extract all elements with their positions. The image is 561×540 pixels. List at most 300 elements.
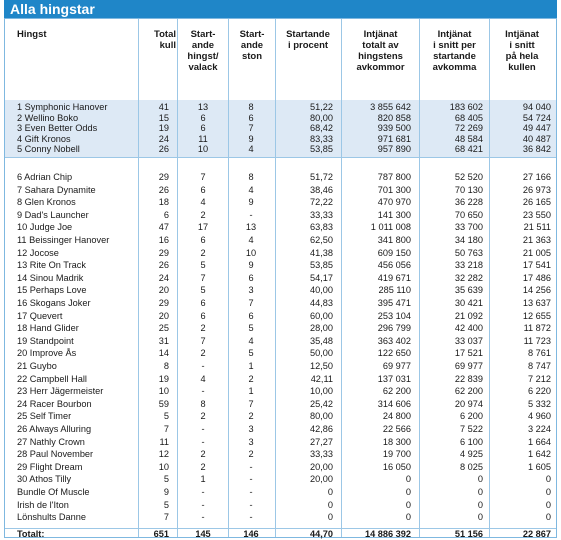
cell-startande-ston: 7 bbox=[248, 398, 254, 409]
cell-startande-procent: 51,22 bbox=[310, 102, 333, 112]
cell-hingst: 12 Jocose bbox=[17, 247, 59, 258]
cell-startande-procent: 10,00 bbox=[310, 386, 333, 397]
cell-total-kull: 19 bbox=[158, 373, 169, 384]
cell-startande-ston: 2 bbox=[248, 449, 254, 460]
cell-hingst: 11 Beissinger Hanover bbox=[17, 235, 110, 245]
cell-intjanat-totalt: 957 890 bbox=[377, 144, 411, 155]
cell-hingst: 4 Gift Kronos bbox=[17, 133, 71, 144]
cell-startande-hingst: 5 bbox=[200, 285, 206, 296]
cell-startande-procent: 0 bbox=[327, 512, 333, 523]
cell-hingst: 15 Perhaps Love bbox=[17, 285, 87, 296]
table-row bbox=[5, 197, 556, 208]
cell-intjanat-snitt-startande: 32 282 bbox=[454, 272, 483, 283]
table-row bbox=[5, 134, 556, 145]
cell-startande-ston: - bbox=[249, 487, 253, 497]
cell-startande-ston: 9 bbox=[248, 133, 254, 144]
table-row bbox=[5, 144, 556, 155]
cell-intjanat-snitt-startande: 68 405 bbox=[454, 112, 483, 123]
table-row bbox=[5, 449, 556, 460]
cell-hingst: 22 Campbell Hall bbox=[17, 373, 87, 384]
cell-total-kull: 19 bbox=[158, 123, 169, 134]
cell-startande-ston: 2 bbox=[248, 411, 254, 422]
cell-intjanat-totalt: 16 050 bbox=[382, 461, 411, 472]
cell-startande-ston: 8 bbox=[248, 102, 254, 112]
cell-intjanat-snitt-kullen: 21 005 bbox=[522, 247, 551, 258]
cell-startande-procent: 12,50 bbox=[310, 361, 333, 371]
cell-startande-hingst: 4 bbox=[200, 373, 206, 384]
cell-intjanat-totalt: 137 031 bbox=[377, 373, 411, 384]
cell-startande-ston: 3 bbox=[248, 436, 254, 447]
cell-intjanat-totalt: 419 671 bbox=[377, 272, 411, 283]
header-hingst: Hingst bbox=[17, 29, 47, 40]
table-row bbox=[5, 102, 556, 113]
cell-startande-procent: 54,17 bbox=[310, 272, 333, 283]
table-row bbox=[5, 361, 556, 372]
cell-startande-ston: 8 bbox=[248, 172, 254, 182]
cell-hingst: 10 Judge Joe bbox=[17, 222, 73, 233]
cell-intjanat-snitt-kullen: 0 bbox=[545, 474, 551, 485]
cell-startande-hingst: - bbox=[201, 512, 205, 523]
cell-intjanat-snitt-kullen: 1 605 bbox=[528, 461, 551, 472]
cell-intjanat-snitt-kullen: 22 867 bbox=[522, 529, 551, 539]
cell-intjanat-snitt-kullen: 17 541 bbox=[522, 260, 551, 271]
table-row bbox=[5, 113, 556, 124]
cell-startande-hingst: - bbox=[201, 436, 205, 447]
cell-intjanat-snitt-startande: 69 977 bbox=[454, 361, 483, 371]
cell-startande-hingst: 2 bbox=[200, 247, 206, 258]
cell-intjanat-totalt: 14 886 392 bbox=[365, 529, 411, 539]
cell-startande-ston: 6 bbox=[248, 310, 254, 321]
cell-startande-procent: 62,50 bbox=[310, 235, 333, 245]
cell-startande-procent: 27,27 bbox=[310, 436, 333, 447]
cell-intjanat-snitt-kullen: 5 332 bbox=[528, 398, 551, 409]
cell-intjanat-snitt-kullen: 13 637 bbox=[522, 298, 551, 308]
cell-total-kull: 41 bbox=[158, 102, 169, 112]
table-row bbox=[5, 260, 556, 271]
cell-intjanat-totalt: 341 800 bbox=[377, 235, 411, 245]
cell-startande-procent: 33,33 bbox=[310, 209, 333, 220]
cell-startande-procent: 33,33 bbox=[310, 449, 333, 460]
cell-intjanat-snitt-startande: 4 925 bbox=[460, 449, 483, 460]
divider bbox=[5, 157, 556, 158]
cell-total-kull: 10 bbox=[158, 386, 169, 397]
cell-hingst: 2 Wellino Boko bbox=[17, 112, 79, 123]
table-row bbox=[5, 336, 556, 347]
cell-startande-procent: 42,86 bbox=[310, 424, 333, 434]
cell-startande-ston: 1 bbox=[248, 386, 254, 397]
cell-hingst: 9 Dad's Launcher bbox=[17, 209, 89, 220]
cell-intjanat-snitt-startande: 20 974 bbox=[454, 398, 483, 409]
cell-intjanat-totalt: 253 104 bbox=[377, 310, 411, 321]
table-row bbox=[5, 323, 556, 334]
cell-startande-hingst: 11 bbox=[198, 133, 208, 144]
table-row bbox=[5, 487, 556, 498]
cell-total-kull: 15 bbox=[158, 112, 169, 123]
cell-intjanat-snitt-kullen: 12 655 bbox=[522, 310, 551, 321]
table-row bbox=[5, 348, 556, 359]
cell-intjanat-totalt: 18 300 bbox=[382, 436, 411, 447]
cell-intjanat-snitt-startande: 70 650 bbox=[454, 209, 483, 220]
cell-hingst: 18 Hand Glider bbox=[17, 323, 79, 334]
header-startande-hingst: Start- ande hingst/ valack bbox=[187, 29, 219, 73]
cell-startande-procent: 53,85 bbox=[310, 260, 333, 271]
cell-intjanat-totalt: 62 200 bbox=[382, 386, 411, 397]
cell-intjanat-totalt: 24 800 bbox=[382, 411, 411, 422]
cell-intjanat-snitt-kullen: 11 723 bbox=[523, 335, 551, 346]
table-row bbox=[5, 374, 556, 385]
cell-intjanat-snitt-startande: 183 602 bbox=[449, 102, 483, 112]
cell-hingst: 23 Herr Jägermeister bbox=[17, 386, 104, 397]
cell-intjanat-snitt-startande: 6 100 bbox=[460, 436, 483, 447]
cell-intjanat-snitt-kullen: 0 bbox=[545, 512, 551, 523]
cell-startande-hingst: 2 bbox=[200, 449, 206, 460]
cell-startande-procent: 53,85 bbox=[310, 144, 333, 155]
cell-total-kull: 29 bbox=[158, 298, 169, 308]
cell-intjanat-totalt: 363 402 bbox=[377, 335, 411, 346]
cell-hingst: 24 Racer Bourbon bbox=[17, 398, 92, 409]
cell-hingst: 29 Flight Dream bbox=[17, 461, 83, 472]
cell-intjanat-snitt-kullen: 21 363 bbox=[522, 235, 551, 245]
cell-intjanat-totalt: 0 bbox=[405, 474, 411, 485]
cell-intjanat-snitt-startande: 8 025 bbox=[460, 461, 483, 472]
header-startande-procent: Startande i procent bbox=[286, 29, 330, 51]
cell-intjanat-snitt-kullen: 1 642 bbox=[528, 449, 551, 460]
cell-startande-hingst: 2 bbox=[200, 323, 206, 334]
cell-intjanat-totalt: 787 800 bbox=[377, 172, 411, 182]
cell-intjanat-snitt-startande: 33 037 bbox=[454, 335, 483, 346]
cell-startande-procent: 20,00 bbox=[310, 461, 333, 472]
cell-intjanat-totalt: 0 bbox=[405, 499, 411, 510]
cell-startande-hingst: 13 bbox=[197, 102, 209, 112]
cell-startande-ston: 4 bbox=[248, 235, 254, 245]
cell-hingst: 1 Symphonic Hanover bbox=[17, 102, 108, 112]
cell-startande-procent: 44,83 bbox=[310, 298, 333, 308]
cell-total-kull: 9 bbox=[163, 487, 169, 497]
cell-hingst: 13 Rite On Track bbox=[17, 260, 86, 271]
cell-startande-procent: 72,22 bbox=[310, 197, 333, 208]
cell-intjanat-totalt: 0 bbox=[405, 487, 411, 497]
cell-hingst: Bundle Of Muscle bbox=[17, 487, 90, 497]
cell-total-kull: 26 bbox=[158, 144, 169, 155]
cell-intjanat-snitt-kullen: 11 872 bbox=[523, 323, 551, 334]
cell-intjanat-snitt-startande: 6 200 bbox=[460, 411, 483, 422]
cell-startande-procent: 80,00 bbox=[310, 411, 333, 422]
table-row bbox=[5, 474, 556, 485]
cell-startande-procent: 41,38 bbox=[310, 247, 333, 258]
cell-intjanat-snitt-kullen: 17 486 bbox=[522, 272, 551, 283]
cell-startande-hingst: 2 bbox=[200, 209, 206, 220]
table-row bbox=[5, 172, 556, 183]
cell-hingst: 28 Paul November bbox=[17, 449, 94, 460]
cell-total-kull: 59 bbox=[158, 398, 169, 409]
cell-total-kull: 11 bbox=[159, 436, 169, 447]
cell-total-kull: 31 bbox=[158, 335, 169, 346]
cell-hingst: 7 Sahara Dynamite bbox=[17, 184, 96, 195]
cell-intjanat-snitt-kullen: 94 040 bbox=[522, 102, 551, 112]
cell-hingst: 8 Glen Kronos bbox=[17, 197, 76, 208]
table-row bbox=[5, 210, 556, 221]
cell-startande-procent: 63,83 bbox=[310, 222, 333, 233]
cell-intjanat-snitt-kullen: 54 724 bbox=[522, 112, 551, 123]
cell-total-kull: 16 bbox=[158, 235, 169, 245]
cell-hingst: 20 Improve Ås bbox=[17, 348, 77, 359]
cell-intjanat-snitt-startande: 50 763 bbox=[454, 247, 483, 258]
cell-total-kull: 651 bbox=[153, 529, 169, 539]
cell-intjanat-snitt-kullen: 27 166 bbox=[522, 172, 551, 182]
table-row bbox=[5, 386, 556, 397]
cell-hingst: 6 Adrian Chip bbox=[17, 172, 73, 182]
cell-startande-ston: 9 bbox=[248, 197, 254, 208]
cell-startande-procent: 80,00 bbox=[310, 112, 333, 123]
cell-intjanat-snitt-kullen: 26 165 bbox=[522, 197, 551, 208]
cell-intjanat-snitt-startande: 17 521 bbox=[454, 348, 483, 359]
cell-startande-ston: 4 bbox=[248, 335, 254, 346]
cell-startande-procent: 51,72 bbox=[310, 172, 333, 182]
cell-startande-procent: 25,42 bbox=[310, 398, 333, 409]
cell-startande-hingst: 6 bbox=[200, 235, 206, 245]
cell-startande-hingst: - bbox=[201, 361, 205, 371]
cell-intjanat-snitt-kullen: 0 bbox=[545, 499, 551, 510]
table-row bbox=[5, 123, 556, 134]
cell-startande-procent: 60,00 bbox=[310, 310, 333, 321]
total-row bbox=[5, 529, 556, 540]
cell-hingst: 17 Quevert bbox=[17, 310, 63, 321]
cell-startande-procent: 42,11 bbox=[310, 373, 333, 384]
cell-intjanat-snitt-startande: 30 421 bbox=[454, 298, 483, 308]
cell-intjanat-snitt-kullen: 7 212 bbox=[528, 373, 551, 384]
cell-startande-ston: 10 bbox=[245, 247, 257, 258]
cell-startande-hingst: 5 bbox=[200, 260, 206, 271]
cell-startande-hingst: 2 bbox=[200, 461, 206, 472]
cell-intjanat-totalt: 19 700 bbox=[382, 449, 411, 460]
cell-startande-ston: 5 bbox=[248, 323, 254, 334]
cell-intjanat-snitt-kullen: 21 511 bbox=[523, 222, 551, 233]
cell-hingst: Totalt: bbox=[17, 529, 45, 539]
cell-intjanat-snitt-startande: 33 700 bbox=[454, 222, 483, 233]
cell-hingst: 25 Self Timer bbox=[17, 411, 72, 422]
cell-intjanat-snitt-kullen: 49 447 bbox=[522, 123, 551, 134]
header-startande-ston: Start- ande ston bbox=[239, 29, 265, 62]
cell-startande-procent: 68,42 bbox=[310, 123, 333, 134]
cell-intjanat-snitt-startande: 21 092 bbox=[454, 310, 483, 321]
table-row bbox=[5, 311, 556, 322]
cell-intjanat-totalt: 285 110 bbox=[378, 285, 411, 296]
table-row bbox=[5, 424, 556, 435]
cell-intjanat-snitt-startande: 0 bbox=[477, 474, 483, 485]
cell-startande-hingst: 10 bbox=[197, 144, 209, 155]
cell-intjanat-totalt: 314 606 bbox=[377, 398, 411, 409]
cell-intjanat-snitt-startande: 68 421 bbox=[454, 144, 483, 155]
cell-intjanat-totalt: 456 056 bbox=[377, 260, 411, 271]
header-intjanat-totalt: Intjänat totalt av hingstens avkommor bbox=[356, 29, 405, 73]
cell-hingst: 16 Skogans Joker bbox=[17, 298, 91, 308]
cell-startande-ston: 3 bbox=[248, 424, 254, 434]
cell-intjanat-snitt-kullen: 8 761 bbox=[528, 348, 551, 359]
cell-intjanat-totalt: 609 150 bbox=[377, 247, 411, 258]
cell-total-kull: 7 bbox=[163, 424, 169, 434]
cell-total-kull: 5 bbox=[163, 474, 169, 485]
cell-intjanat-totalt: 3 855 642 bbox=[370, 102, 411, 112]
cell-intjanat-snitt-startande: 62 200 bbox=[454, 386, 483, 397]
cell-startande-procent: 50,00 bbox=[310, 348, 333, 359]
cell-startande-hingst: 8 bbox=[200, 398, 206, 409]
table-row bbox=[5, 222, 556, 233]
cell-startande-hingst: 1 bbox=[200, 474, 206, 485]
cell-intjanat-snitt-startande: 70 130 bbox=[454, 184, 483, 195]
cell-startande-procent: 40,00 bbox=[310, 285, 333, 296]
cell-total-kull: 20 bbox=[158, 310, 169, 321]
table-row bbox=[5, 185, 556, 196]
table-row bbox=[5, 500, 556, 511]
cell-intjanat-snitt-kullen: 36 842 bbox=[522, 144, 551, 155]
cell-intjanat-snitt-kullen: 3 224 bbox=[528, 424, 551, 434]
cell-hingst: 19 Standpoint bbox=[17, 335, 74, 346]
cell-startande-hingst: 7 bbox=[200, 172, 206, 182]
table-row bbox=[5, 235, 556, 246]
cell-startande-ston: 1 bbox=[248, 361, 254, 371]
cell-startande-ston: - bbox=[249, 499, 253, 510]
cell-startande-ston: 5 bbox=[248, 348, 254, 359]
cell-startande-hingst: 4 bbox=[200, 197, 206, 208]
cell-intjanat-snitt-startande: 72 269 bbox=[454, 123, 483, 134]
cell-total-kull: 26 bbox=[158, 260, 169, 271]
cell-total-kull: 20 bbox=[158, 285, 169, 296]
cell-intjanat-snitt-startande: 0 bbox=[477, 487, 483, 497]
table-row bbox=[5, 411, 556, 422]
cell-intjanat-snitt-kullen: 4 960 bbox=[528, 411, 551, 422]
cell-startande-hingst: 6 bbox=[200, 184, 206, 195]
cell-startande-hingst: 6 bbox=[200, 112, 206, 123]
table-title: Alla hingstar bbox=[4, 0, 557, 18]
cell-total-kull: 24 bbox=[158, 272, 169, 283]
cell-startande-ston: - bbox=[249, 209, 253, 220]
cell-startande-hingst: - bbox=[201, 424, 205, 434]
cell-startande-hingst: 145 bbox=[195, 529, 211, 539]
cell-intjanat-snitt-startande: 34 180 bbox=[454, 235, 483, 245]
cell-startande-ston: 6 bbox=[248, 112, 254, 123]
table-row bbox=[5, 298, 556, 309]
cell-total-kull: 12 bbox=[158, 449, 169, 460]
cell-startande-hingst: 2 bbox=[200, 411, 206, 422]
stallion-table bbox=[4, 18, 557, 538]
cell-startande-ston: 6 bbox=[248, 272, 254, 283]
cell-intjanat-snitt-kullen: 1 664 bbox=[528, 436, 551, 447]
cell-startande-ston: 146 bbox=[243, 529, 259, 539]
cell-hingst: 26 Always Alluring bbox=[17, 424, 92, 434]
cell-hingst: 27 Nathly Crown bbox=[17, 436, 85, 447]
cell-hingst: Lönshults Danne bbox=[17, 512, 86, 523]
table-row bbox=[5, 437, 556, 448]
cell-total-kull: 24 bbox=[158, 133, 169, 144]
cell-hingst: Irish de l'Iton bbox=[17, 499, 69, 510]
cell-intjanat-snitt-startande: 0 bbox=[477, 512, 483, 523]
cell-intjanat-snitt-startande: 33 218 bbox=[454, 260, 483, 271]
cell-intjanat-totalt: 939 500 bbox=[377, 123, 411, 134]
cell-intjanat-snitt-startande: 0 bbox=[477, 499, 483, 510]
cell-startande-procent: 0 bbox=[327, 499, 333, 510]
cell-total-kull: 14 bbox=[158, 348, 169, 359]
cell-total-kull: 5 bbox=[163, 499, 169, 510]
cell-intjanat-snitt-kullen: 40 487 bbox=[522, 133, 551, 144]
cell-total-kull: 25 bbox=[158, 323, 169, 334]
cell-intjanat-snitt-kullen: 14 256 bbox=[522, 285, 551, 296]
header-intjanat-snitt-startande: Intjänat i snitt per startande avkomma bbox=[432, 29, 477, 73]
cell-startande-procent: 28,00 bbox=[310, 323, 333, 334]
cell-startande-hingst: 7 bbox=[200, 335, 206, 346]
cell-intjanat-snitt-kullen: 6 220 bbox=[528, 386, 551, 397]
cell-startande-hingst: 2 bbox=[200, 348, 206, 359]
cell-intjanat-totalt: 820 858 bbox=[377, 112, 411, 123]
cell-total-kull: 7 bbox=[163, 512, 169, 523]
cell-startande-ston: 7 bbox=[248, 123, 254, 134]
cell-total-kull: 18 bbox=[158, 197, 169, 208]
cell-hingst: 21 Guybo bbox=[17, 361, 57, 371]
cell-startande-procent: 38,46 bbox=[310, 184, 333, 195]
cell-intjanat-snitt-kullen: 0 bbox=[545, 487, 551, 497]
cell-startande-ston: - bbox=[249, 512, 253, 523]
cell-intjanat-snitt-kullen: 23 550 bbox=[522, 209, 551, 220]
header-intjanat-snitt-kullen: Intjänat i snitt på hela kullen bbox=[505, 29, 539, 73]
cell-total-kull: 10 bbox=[158, 461, 169, 472]
cell-total-kull: 26 bbox=[158, 184, 169, 195]
cell-intjanat-snitt-startande: 22 839 bbox=[454, 373, 483, 384]
cell-intjanat-totalt: 141 300 bbox=[377, 209, 411, 220]
cell-intjanat-totalt: 122 650 bbox=[377, 348, 411, 359]
table-row bbox=[5, 462, 556, 473]
cell-startande-ston: 4 bbox=[248, 144, 254, 155]
cell-startande-procent: 44,70 bbox=[310, 529, 333, 539]
cell-startande-ston: 13 bbox=[245, 222, 257, 233]
cell-startande-procent: 0 bbox=[327, 487, 333, 497]
cell-intjanat-snitt-kullen: 26 973 bbox=[522, 184, 551, 195]
cell-intjanat-totalt: 22 566 bbox=[382, 424, 411, 434]
cell-startande-hingst: - bbox=[201, 487, 205, 497]
table-row bbox=[5, 248, 556, 259]
cell-intjanat-totalt: 0 bbox=[405, 512, 411, 523]
cell-total-kull: 29 bbox=[158, 247, 169, 258]
cell-startande-hingst: - bbox=[201, 499, 205, 510]
cell-startande-ston: - bbox=[249, 474, 253, 485]
cell-startande-ston: - bbox=[249, 461, 253, 472]
cell-hingst: 5 Conny Nobell bbox=[17, 144, 80, 155]
cell-intjanat-snitt-startande: 7 522 bbox=[460, 424, 483, 434]
cell-startande-ston: 9 bbox=[248, 260, 254, 271]
cell-intjanat-snitt-startande: 35 639 bbox=[454, 285, 483, 296]
cell-startande-hingst: 17 bbox=[197, 222, 209, 233]
cell-intjanat-totalt: 296 799 bbox=[377, 323, 411, 334]
cell-intjanat-snitt-startande: 42 400 bbox=[454, 323, 483, 334]
table-row bbox=[5, 285, 556, 296]
cell-total-kull: 5 bbox=[163, 411, 169, 422]
cell-intjanat-snitt-startande: 51 156 bbox=[454, 529, 483, 539]
cell-intjanat-snitt-startande: 36 228 bbox=[454, 197, 483, 208]
cell-startande-ston: 3 bbox=[248, 285, 254, 296]
cell-intjanat-totalt: 470 970 bbox=[377, 197, 411, 208]
cell-intjanat-snitt-startande: 52 520 bbox=[454, 172, 483, 182]
cell-intjanat-totalt: 701 300 bbox=[377, 184, 411, 195]
cell-startande-hingst: 6 bbox=[200, 123, 206, 134]
cell-startande-hingst: 6 bbox=[200, 310, 206, 321]
cell-intjanat-totalt: 395 471 bbox=[377, 298, 411, 308]
cell-hingst: 30 Athos Tilly bbox=[17, 474, 72, 485]
cell-startande-hingst: 6 bbox=[200, 298, 206, 308]
cell-hingst: 14 Sinou Madrik bbox=[17, 272, 84, 283]
cell-total-kull: 47 bbox=[158, 222, 169, 233]
cell-startande-ston: 7 bbox=[248, 298, 254, 308]
cell-intjanat-totalt: 1 011 008 bbox=[370, 222, 411, 233]
cell-startande-ston: 2 bbox=[248, 373, 254, 384]
table-row bbox=[5, 273, 556, 284]
